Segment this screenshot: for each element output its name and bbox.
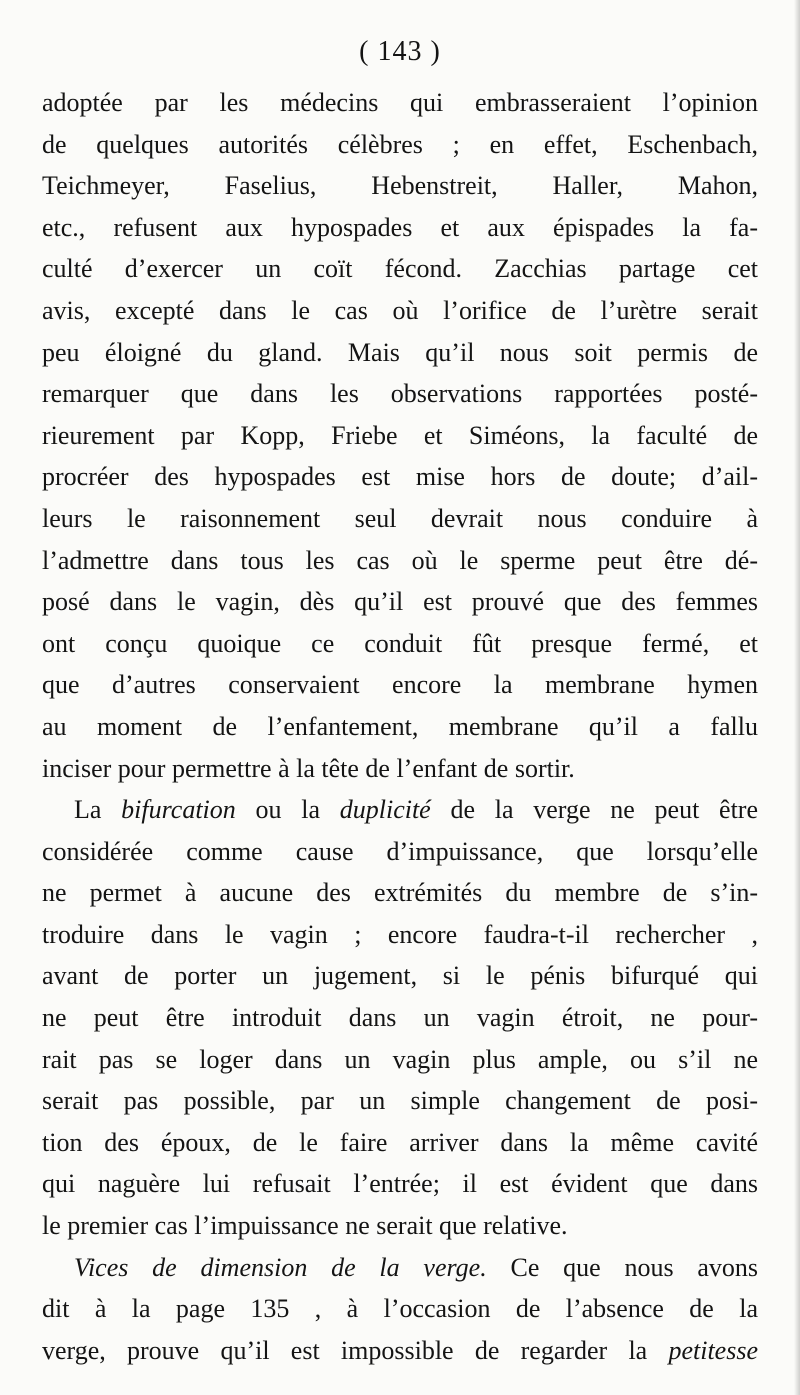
text-run: de la verge ne peut être <box>430 795 758 825</box>
italic-term: petitesse <box>668 1335 758 1365</box>
page-edge-shadow <box>794 0 800 1395</box>
text-line: adoptée par les médecins qui embrasseraient l’opinion <box>42 88 758 117</box>
text-line: que d’autres conservaient encore la membrane hymen <box>42 670 758 700</box>
text-line: ne peut être introduit dans un vagin étroit, ne pour- <box>42 1003 758 1033</box>
text-line: qui naguère lui refusait l’entrée; il est évident que dans <box>42 1169 758 1199</box>
text-line <box>42 789 758 831</box>
text-line: au moment de l’enfantement, membrane qu’il a fallu <box>42 711 758 741</box>
text-run: La <box>74 795 122 825</box>
text-line: ne permet à aucune des extrémités du membre de s’in- <box>42 878 758 908</box>
text-line: inciser pour permettre à la tête de l’enfant de sortir. <box>42 753 575 783</box>
text-line: ont conçu quoique ce conduit fût presque fermé, et <box>42 628 758 658</box>
text-line: remarquer que dans les observations rapportées posté- <box>42 379 758 409</box>
text-line: rieurement par Kopp, Friebe et Siméons, la faculté de <box>42 420 758 450</box>
text-line: procréer des hypospades est mise hors de doute; d’ail- <box>42 462 758 492</box>
text-line: troduire dans le vagin ; encore faudra-t-il rechercher , <box>42 919 758 949</box>
text-line: serait pas possible, par un simple changement de posi- <box>42 1086 758 1116</box>
text-line: etc., refusent aux hypospades et aux épispades la fa- <box>42 212 758 242</box>
text-line: avis, excepté dans le cas où l’orifice de l’urètre serait <box>42 295 758 325</box>
text-line: avant de porter un jugement, si le pénis bifurqué qui <box>42 961 758 991</box>
text-line: rait pas se loger dans un vagin plus ample, ou s’il ne <box>42 1044 758 1074</box>
text-line: le premier cas l’impuissance ne serait que relative. <box>42 1211 568 1241</box>
text-line: considérée comme cause d’impuissance, que lorsqu’elle <box>42 836 758 866</box>
text-line: l’admettre dans tous les cas où le sperme peut être dé- <box>42 545 758 575</box>
page-number: ( 143 ) <box>359 36 441 67</box>
text-line: leurs le raisonnement seul devrait nous conduire à <box>42 503 758 533</box>
body-text <box>42 82 758 1371</box>
text-line: peu éloigné du gland. Mais qu’il nous soit permis de <box>42 337 758 367</box>
text-line <box>42 1330 758 1372</box>
text-run: ou la <box>235 795 340 825</box>
text-run: verge, prouve qu’il est impossible de regarder la <box>42 1335 669 1365</box>
text-run: Ce que nous avons <box>486 1252 758 1282</box>
text-line <box>42 1247 758 1289</box>
text-line: Teichmeyer, Faselius, Hebenstreit, Haller, Mahon, <box>42 171 758 201</box>
text-line: dit à la page 135 , à l’occasion de l’absence de la <box>42 1294 758 1324</box>
italic-heading: Vices de dimension de la verge. <box>74 1252 487 1282</box>
text-line: posé dans le vagin, dès qu’il est prouvé que des femmes <box>42 587 758 617</box>
italic-term: bifurcation <box>121 795 236 825</box>
text-line: culté d’exercer un coït fécond. Zacchias partage cet <box>42 254 758 284</box>
italic-term: duplicité <box>339 795 431 825</box>
text-line: de quelques autorités célèbres ; en effet, Eschenbach, <box>42 129 758 159</box>
text-line: tion des époux, de le faire arriver dans la même cavité <box>42 1127 758 1157</box>
